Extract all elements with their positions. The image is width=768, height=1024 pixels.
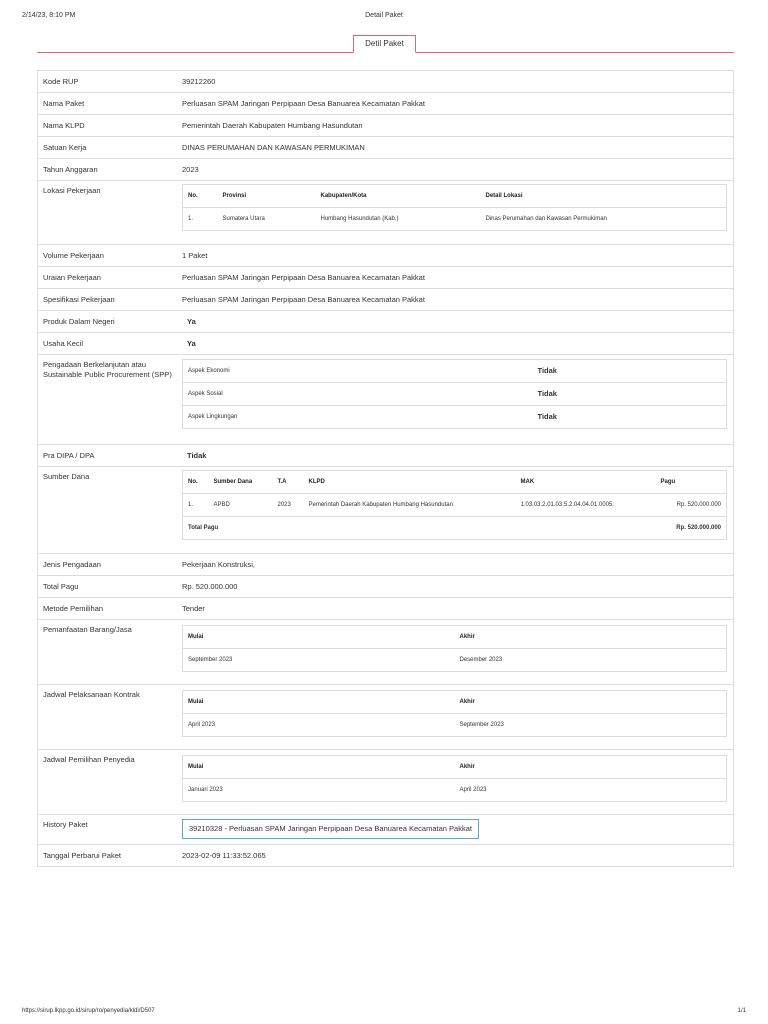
col-header: Kabupaten/Kota — [316, 185, 481, 208]
produk-dalam-negeri-value: Ya — [187, 317, 196, 326]
field-label: Tanggal Perbarui Paket — [43, 851, 121, 860]
field-label: Pengadaan Berkelanjutan atau Sustainable Public Procurement (SPP) — [43, 360, 172, 379]
row-lokasi — [38, 181, 733, 245]
usaha-kecil-value: Ya — [187, 339, 196, 348]
print-url: https://sirup.lkpp.go.id/sirup/ro/penyedia/kldi/D507 — [22, 1008, 155, 1014]
spp-value — [182, 355, 733, 444]
row-sumber-dana — [38, 467, 733, 554]
history-value — [182, 815, 733, 844]
row-usaha-kecil — [38, 333, 733, 355]
cell: September 2023 — [188, 657, 233, 663]
tahun-anggaran-value: 2023 — [182, 165, 199, 174]
page-number: 1/1 — [737, 1008, 746, 1014]
uraian-value: Perluasan SPAM Jaringan Perpipaan Desa Banuarea Kecamatan Pakkat — [182, 273, 425, 282]
row-history — [38, 815, 733, 845]
cell: Tidak — [533, 360, 727, 383]
table-row — [183, 714, 727, 737]
spesifikasi-value: Perluasan SPAM Jaringan Perpipaan Desa Banuarea Kecamatan Pakkat — [182, 295, 425, 304]
col-header: Akhir — [455, 756, 727, 779]
cell: Desember 2023 — [459, 657, 503, 663]
cell: Aspek Lingkungan — [188, 414, 238, 420]
jadwal-pemilihan-table — [182, 755, 727, 802]
pra-dipa-value: Tidak — [187, 451, 207, 460]
history-paket-link[interactable]: 39210328 - Perluasan SPAM Jaringan Perpipaan Desa Banuarea Kecamatan Pakkat — [182, 819, 479, 839]
col-header: Akhir — [455, 626, 727, 649]
pemanfaatan-table — [182, 625, 727, 672]
row-nama-paket — [38, 93, 733, 115]
row-satuan-kerja — [38, 137, 733, 159]
row-nama-klpd — [38, 115, 733, 137]
cell: Tidak — [537, 412, 557, 421]
total-pagu-field-value: Rp. 520.000.000 — [182, 582, 238, 591]
cell: 1.03.03.2.01.03.5.2.04.04.01.0005. — [516, 494, 656, 517]
col-header: MAK — [516, 471, 656, 494]
table-row — [183, 406, 727, 429]
detail-table — [37, 70, 734, 867]
total-pagu-value: Rp. 520.000.000 — [676, 525, 721, 531]
field-label: Metode Pemilihan — [43, 604, 104, 613]
lokasi-value — [182, 181, 733, 244]
cell: Sumatera Utara — [222, 216, 265, 222]
field-label: Uraian Pekerjaan — [43, 273, 101, 282]
total-pagu-label: Total Pagu — [188, 525, 219, 531]
print-title: Detail Paket — [365, 12, 403, 19]
col-header: Mulai — [183, 756, 455, 779]
table-row — [183, 383, 727, 406]
cell: 2023 — [273, 494, 304, 517]
field-label: Total Pagu — [43, 582, 79, 591]
col-header: Akhir — [455, 691, 727, 714]
field-label: Pemanfaatan Barang/Jasa — [43, 625, 132, 634]
col-header: Sumber Dana — [209, 471, 273, 494]
cell: 1. — [183, 494, 209, 517]
tab-detil-paket[interactable]: Detil Paket — [353, 35, 416, 53]
table-row — [183, 779, 727, 802]
row-jadwal-pemilihan — [38, 750, 733, 815]
jadwal-kontrak-table — [182, 690, 727, 737]
spp-table — [182, 359, 727, 429]
sumber-dana-table — [182, 470, 727, 540]
print-header — [22, 12, 746, 24]
cell: 1. — [188, 216, 194, 222]
field-label: Spesifikasi Pekerjaan — [43, 295, 115, 304]
field-label: Satuan Kerja — [43, 143, 87, 152]
kode-rup-value: 39212260 — [182, 77, 216, 86]
field-label: Nama KLPD — [43, 121, 85, 130]
row-volume — [38, 245, 733, 267]
lokasi-table — [182, 184, 727, 231]
field-label: Produk Dalam Negeri — [43, 317, 115, 326]
field-label: History Paket — [43, 820, 88, 829]
table-row-total — [183, 517, 727, 540]
col-header: Detail Lokasi — [481, 185, 727, 208]
cell: APBD — [209, 494, 273, 517]
tanggal-perbarui-value: 2023-02-09 11:33:52.065 — [182, 851, 266, 860]
tab-bar — [37, 35, 734, 53]
col-header: Pagu — [656, 471, 727, 494]
field-label: Kode RUP — [43, 77, 79, 86]
field-label: Lokasi Pekerjaan — [43, 186, 101, 195]
table-row — [183, 649, 727, 672]
row-jenis-pengadaan — [38, 554, 733, 576]
field-label: Tahun Anggaran — [43, 165, 98, 174]
nama-klpd-value: Pemerintah Daerah Kabupaten Humbang Hasundutan — [182, 121, 363, 130]
jenis-pengadaan-value: Pekerjaan Konstruksi, — [182, 560, 255, 569]
table-row — [183, 494, 727, 517]
field-label: Pra DIPA / DPA — [43, 451, 95, 460]
metode-pemilihan-value: Tender — [182, 604, 205, 613]
col-header: T.A — [273, 471, 304, 494]
col-header: KLPD — [304, 471, 516, 494]
row-uraian — [38, 267, 733, 289]
jadwal-pemilihan-value — [182, 750, 733, 814]
volume-value: 1 Paket — [182, 251, 208, 260]
field-label: Nama Paket — [43, 99, 85, 108]
cell: April 2023 — [459, 787, 487, 793]
row-jadwal-kontrak — [38, 685, 733, 750]
row-tanggal-perbarui — [38, 845, 733, 867]
table-row — [183, 360, 727, 383]
jadwal-kontrak-value — [182, 685, 733, 749]
print-datetime: 2/14/23, 8:10 PM — [22, 12, 76, 19]
row-pra-dipa — [38, 445, 733, 467]
field-label: Jadwal Pemilihan Penyedia — [43, 755, 135, 764]
field-label: Usaha Kecil — [43, 339, 84, 348]
field-label: Jenis Pengadaan — [43, 560, 101, 569]
row-produk-dalam-negeri — [38, 311, 733, 333]
cell: Januari 2023 — [188, 787, 223, 793]
sumber-dana-value — [182, 467, 733, 553]
row-tahun-anggaran — [38, 159, 733, 181]
cell: September 2023 — [459, 722, 504, 728]
cell: April 2023 — [188, 722, 216, 728]
row-pemanfaatan — [38, 620, 733, 685]
nama-paket-value: Perluasan SPAM Jaringan Perpipaan Desa Banuarea Kecamatan Pakkat — [182, 99, 425, 108]
field-label: Sumber Dana — [43, 472, 90, 481]
cell: Dinas Perumahan dan Kawasan Permukiman — [485, 216, 607, 222]
row-total-pagu — [38, 576, 733, 598]
col-header: Mulai — [183, 691, 455, 714]
col-header: Mulai — [183, 626, 455, 649]
field-label: Jadwal Pelaksanaan Kontrak — [43, 690, 140, 699]
row-spp — [38, 355, 733, 445]
row-kode-rup — [38, 71, 733, 93]
cell: Rp. 520.000.000 — [656, 494, 727, 517]
cell: Humbang Hasundutan (Kab.) — [320, 216, 399, 222]
cell: Aspek Ekonomi — [183, 360, 533, 383]
table-row — [183, 208, 727, 231]
cell: Tidak — [533, 383, 727, 406]
col-header: Provinsi — [218, 185, 316, 208]
col-header: No. — [183, 185, 218, 208]
col-header: No. — [183, 471, 209, 494]
cell: Pemerintah Daerah Kabupaten Humbang Hasundutan — [304, 494, 516, 517]
satuan-kerja-value: DINAS PERUMAHAN DAN KAWASAN PERMUKIMAN — [182, 143, 365, 152]
cell: Aspek Sosial — [183, 383, 533, 406]
row-spesifikasi — [38, 289, 733, 311]
pemanfaatan-value — [182, 620, 733, 684]
row-metode-pemilihan — [38, 598, 733, 620]
field-label: Volume Pekerjaan — [43, 251, 104, 260]
